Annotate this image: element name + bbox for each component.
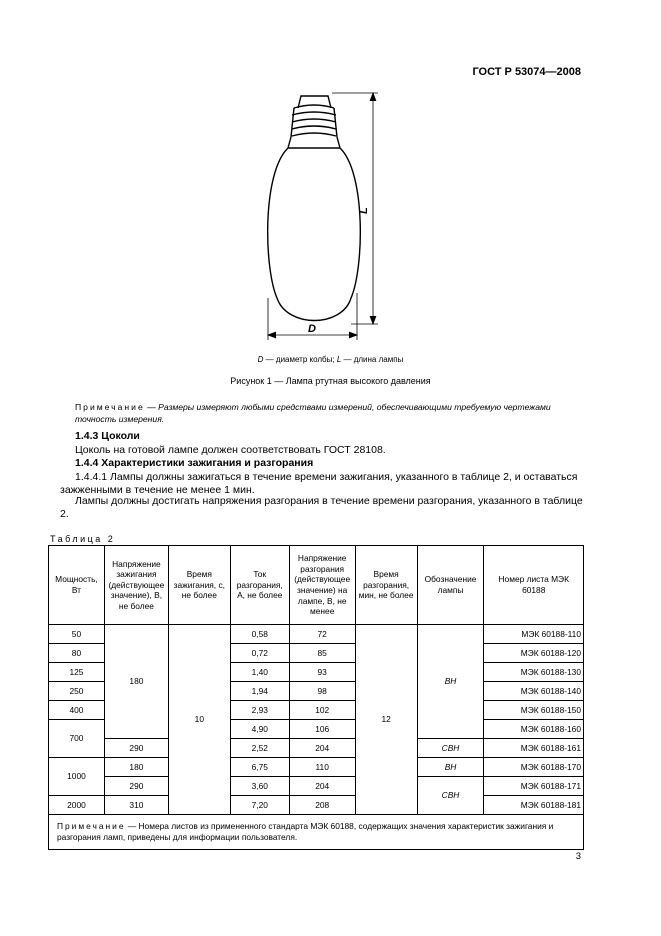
header-ignition-voltage: Напряжение зажигания (действующее значение), В, не более — [104, 546, 168, 625]
header-run-time: Время разгорания, мин, не более — [355, 546, 417, 625]
header-power: Мощность, Вт — [49, 546, 105, 625]
page-number: 3 — [575, 851, 581, 862]
figure-note: Примечание — Размеры измеряют любыми средствами измерений, обеспечивающими требуемую чертежами точность измерения. — [75, 402, 551, 424]
table-row: 50 180 10 0,58 72 12 ВН МЭК 60188-110 — [49, 625, 584, 644]
lamp-neck — [288, 137, 340, 148]
table-header-row — [49, 546, 584, 625]
section-1-4-4-heading: 1.4.4 Характеристики зажигания и разгорания — [75, 457, 314, 469]
table-row: 80 0,72 85 МЭК 60188-120 — [49, 644, 584, 663]
table-label: Таблица 2 — [50, 534, 116, 544]
dimension-D-label: D — [308, 323, 316, 335]
table-row: 290 2,52 204 СВН МЭК 60188-161 — [49, 739, 584, 758]
header-run-current: Ток разгорания, А, не более — [230, 546, 289, 625]
table-row: 250 1,94 98 МЭК 60188-140 — [49, 682, 584, 701]
lamp-bulb — [268, 148, 361, 321]
header-ignition-time: Время зажигания, с, не более — [168, 546, 230, 625]
section-1-4-3-text: Цоколь на готовой лампе должен соответствовать ГОСТ 28108. — [75, 444, 386, 456]
header-designation: Обозначение лампы — [417, 546, 484, 625]
header-run-voltage: Напряжение разгорания (действующее значение) на лампе, В, не менее — [289, 546, 355, 625]
table-row: 700 4,90 106 МЭК 60188-160 — [49, 720, 584, 739]
lamp-figure — [232, 88, 392, 350]
section-1-4-3-heading: 1.4.3 Цоколи — [75, 430, 140, 442]
table-row: 2000 310 7,20 208 МЭК 60188-181 — [49, 796, 584, 815]
table-row: 400 2,93 102 МЭК 60188-150 — [49, 701, 584, 720]
dimension-L-label: L — [358, 207, 370, 214]
lamp-base-thread — [292, 105, 336, 136]
section-1-4-4-1-text-2: Лампы должны достигать напряжения разгорания в течение времени разгорания, указанного в таблице 2. — [60, 495, 583, 520]
lamp-characteristics-table — [48, 545, 584, 850]
document-header: ГОСТ Р 53074—2008 — [472, 66, 581, 78]
table-note: Примечание — Номера листов из примененного стандарта МЭК 60188, содержащих значения характеристик зажигания и разгорания ламп, приведены для информации пользователя. — [49, 815, 584, 850]
figure-legend: D — диаметр колбы; L — длина лампы — [257, 355, 404, 364]
section-1-4-4-1-text: 1.4.4.1 Лампы должны зажигаться в течение времени зажигания, указанного в таблице 2, и оставаться зажженными в течение не менее 1 мин. — [60, 471, 578, 496]
table-note-row — [49, 815, 584, 850]
figure-title: Рисунок 1 — Лампа ртутная высокого давления — [230, 376, 431, 386]
table-row: 125 1,40 93 МЭК 60188-130 — [49, 663, 584, 682]
header-iec-sheet: Номер листа МЭК 60188 — [484, 546, 584, 625]
table-row: 290 3,60 204 СВН МЭК 60188-171 — [49, 777, 584, 796]
table-row: 1000 180 6,75 110 ВН МЭК 60188-170 — [49, 758, 584, 777]
